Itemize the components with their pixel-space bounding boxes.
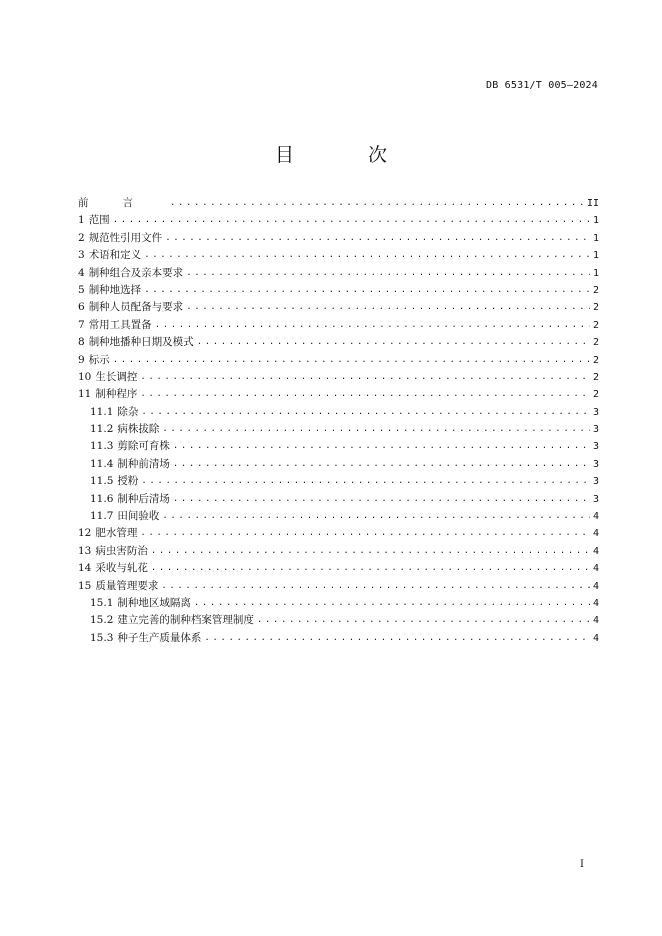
toc-entry-number: 11.1	[90, 405, 114, 418]
toc-entry-text: 术语和定义	[88, 249, 142, 262]
dot-leader	[257, 612, 590, 629]
dot-leader	[140, 369, 590, 386]
dot-leader	[170, 195, 584, 212]
toc-entry[interactable]	[78, 247, 599, 264]
toc-entry-label	[90, 595, 191, 612]
toc-entry-text: 制种前清场	[117, 457, 170, 470]
dot-leader	[151, 543, 590, 560]
standard-code: DB 6531/T 005—2024	[486, 80, 598, 91]
toc-entry-page: 2	[592, 337, 599, 349]
toc-entry[interactable]	[78, 438, 599, 455]
toc-entry-text: 病株拔除	[117, 423, 160, 436]
toc-entry-number: 11.6	[90, 492, 114, 505]
toc-entry[interactable]	[78, 543, 599, 560]
toc-entry-number: 15	[78, 579, 92, 592]
toc-entry[interactable]	[78, 317, 599, 334]
toc-entry-page: 1	[592, 250, 599, 262]
dot-leader	[173, 491, 590, 508]
toc-entry-number: 12	[78, 527, 92, 540]
toc-entry-text: 规范性引用文件	[88, 231, 163, 244]
toc-entry-label	[90, 473, 138, 490]
toc-entry-page: II	[586, 197, 599, 209]
toc-entry[interactable]	[78, 404, 599, 421]
toc-entry-text: 肥水管理	[95, 527, 138, 540]
toc-entry-number: 11	[78, 388, 92, 401]
dot-leader	[204, 630, 590, 647]
dot-leader	[197, 334, 590, 351]
toc-entry-page: 1	[592, 215, 599, 227]
toc-entry-number: 9	[78, 353, 85, 366]
toc-entry-text: 制种后清场	[117, 492, 170, 505]
toc-entry-label	[90, 404, 138, 421]
toc-entry[interactable]	[78, 473, 599, 490]
toc-entry-number: 11.7	[90, 510, 114, 523]
toc-entry-number: 11.4	[90, 457, 114, 470]
toc-entry[interactable]	[78, 560, 599, 577]
toc-entry-number: 8	[78, 336, 85, 349]
dot-leader	[113, 352, 590, 369]
toc-entry-text: 制种程序	[95, 388, 138, 401]
toc-entry-number: 6	[78, 301, 85, 314]
toc-entry-text: 前言	[78, 196, 167, 209]
toc-entry-number: 11.3	[90, 440, 114, 453]
toc-entry[interactable]	[78, 230, 599, 247]
toc-entry-label	[90, 456, 170, 473]
toc-entry-page: 3	[592, 493, 599, 505]
toc-entry-label	[78, 265, 183, 282]
dot-leader	[173, 438, 590, 455]
toc-entry-page: 2	[592, 302, 599, 314]
toc-entry-page: 4	[592, 632, 599, 644]
toc-entry-label	[90, 630, 201, 647]
dot-leader	[173, 456, 590, 473]
toc-entry[interactable]	[78, 352, 599, 369]
toc-entry-label	[78, 352, 110, 369]
toc-entry-label	[78, 317, 152, 334]
toc-entry-text: 采收与轧花	[95, 562, 148, 575]
toc-entry-page: 3	[592, 441, 599, 453]
toc-entry-page: 4	[592, 528, 599, 540]
dot-leader	[186, 265, 590, 282]
toc-entry-number: 13	[78, 544, 92, 557]
toc-entry[interactable]	[78, 456, 599, 473]
dot-leader	[194, 595, 590, 612]
toc-entry[interactable]	[78, 386, 599, 403]
toc-entry-number: 11.2	[90, 423, 114, 436]
dot-leader	[141, 404, 590, 421]
toc-entry-label	[90, 421, 159, 438]
toc-entry-page: 4	[592, 580, 599, 592]
toc-entry-page: 3	[592, 406, 599, 418]
toc-entry-text: 制种组合及亲本要求	[88, 266, 184, 279]
toc-entry-number: 11.5	[90, 475, 114, 488]
toc-entry-text: 制种地播种日期及模式	[88, 336, 194, 349]
toc-entry-number: 2	[78, 231, 85, 244]
toc-entry[interactable]	[78, 195, 599, 212]
toc-entry-number: 5	[78, 283, 85, 296]
toc-entry-page: 3	[592, 424, 599, 436]
toc-entry[interactable]	[78, 595, 599, 612]
toc-entry-number: 15.1	[90, 596, 114, 609]
toc-entry-text: 制种地选择	[88, 283, 142, 296]
toc-entry[interactable]	[78, 369, 599, 386]
toc-entry-label	[78, 247, 141, 264]
toc-entry-label	[78, 195, 167, 212]
toc-entry[interactable]	[78, 421, 599, 438]
toc-entry[interactable]	[78, 578, 599, 595]
toc-entry-page: 4	[592, 545, 599, 557]
toc-entry-label	[78, 212, 110, 229]
toc-entry-label	[78, 334, 194, 351]
page-title: 目 次	[274, 144, 422, 166]
toc-entry-page: 4	[592, 511, 599, 523]
dot-leader	[140, 386, 590, 403]
toc-entry-label	[78, 578, 158, 595]
toc-entry-label	[90, 508, 159, 525]
toc-entry-page: 1	[592, 267, 599, 279]
toc-entry[interactable]	[78, 491, 599, 508]
toc-entry[interactable]	[78, 612, 599, 629]
toc-entry-text: 制种地区域隔离	[117, 596, 191, 609]
toc-entry-text: 除杂	[117, 405, 139, 418]
toc-entry-page: 2	[592, 371, 599, 383]
toc-entry-label	[90, 491, 170, 508]
toc-entry-label	[78, 369, 137, 386]
toc-entry-page: 2	[592, 284, 599, 296]
toc-entry[interactable]	[78, 334, 599, 351]
toc-entry-number: 3	[78, 249, 85, 262]
toc-entry[interactable]	[78, 212, 599, 229]
dot-leader	[165, 230, 590, 247]
toc-entry-page: 2	[592, 389, 599, 401]
dot-leader	[155, 317, 590, 334]
toc-entry-label	[90, 438, 170, 455]
dot-leader	[113, 212, 590, 229]
dot-leader	[161, 578, 590, 595]
toc-entry-label	[78, 299, 183, 316]
toc-entry-text: 范围	[88, 214, 110, 227]
toc-entry-page: 3	[592, 476, 599, 488]
page-number: I	[580, 859, 584, 870]
toc-entry-label	[78, 525, 137, 542]
toc-entry-number: 15.3	[90, 631, 114, 644]
toc-entry-text: 标示	[88, 353, 110, 366]
toc-entry[interactable]	[78, 508, 599, 525]
toc-entry[interactable]	[78, 630, 599, 647]
toc-entry-page: 2	[592, 354, 599, 366]
toc-entry-text: 病虫害防治	[95, 544, 148, 557]
toc-entry-text: 质量管理要求	[95, 579, 159, 592]
toc-entry-label	[78, 386, 137, 403]
toc-entry-page: 4	[592, 563, 599, 575]
toc-entry-page: 3	[592, 458, 599, 470]
toc-entry-text: 常用工具置备	[88, 318, 152, 331]
toc-entry-text: 种子生产质量体系	[117, 631, 202, 644]
toc-entry-text: 建立完善的制种档案管理制度	[117, 614, 254, 627]
toc-entry-text: 生长调控	[95, 370, 138, 383]
toc-entry-label	[78, 543, 148, 560]
toc-entry-number: 1	[78, 214, 85, 227]
toc-entry-text: 田间验收	[117, 510, 160, 523]
dot-leader	[151, 560, 590, 577]
toc-entry-label	[78, 560, 148, 577]
toc-entry-number: 4	[78, 266, 85, 279]
toc-entry-label	[90, 612, 254, 629]
toc-entry-label	[78, 230, 162, 247]
toc-entry-text: 授粉	[117, 475, 139, 488]
toc-entry[interactable]	[78, 299, 599, 316]
dot-leader	[144, 247, 590, 264]
toc-entry-number: 10	[78, 370, 92, 383]
dot-leader	[140, 525, 590, 542]
toc-entry[interactable]	[78, 525, 599, 542]
toc-entry-page: 2	[592, 319, 599, 331]
toc-entry-number: 15.2	[90, 614, 114, 627]
dot-leader	[162, 508, 590, 525]
toc-entry[interactable]	[78, 282, 599, 299]
toc-entry-page: 4	[592, 597, 599, 609]
dot-leader	[141, 473, 590, 490]
toc-entry-text: 剪除可育株	[117, 440, 170, 453]
dot-leader	[162, 421, 590, 438]
dot-leader	[144, 282, 590, 299]
toc-entry-page: 4	[592, 615, 599, 627]
table-of-contents	[78, 195, 599, 647]
toc-entry-page: 1	[592, 232, 599, 244]
toc-entry-number: 14	[78, 562, 92, 575]
dot-leader	[186, 299, 590, 316]
toc-entry-label	[78, 282, 141, 299]
toc-entry[interactable]	[78, 265, 599, 282]
toc-entry-text: 制种人员配备与要求	[88, 301, 184, 314]
toc-entry-number: 7	[78, 318, 85, 331]
